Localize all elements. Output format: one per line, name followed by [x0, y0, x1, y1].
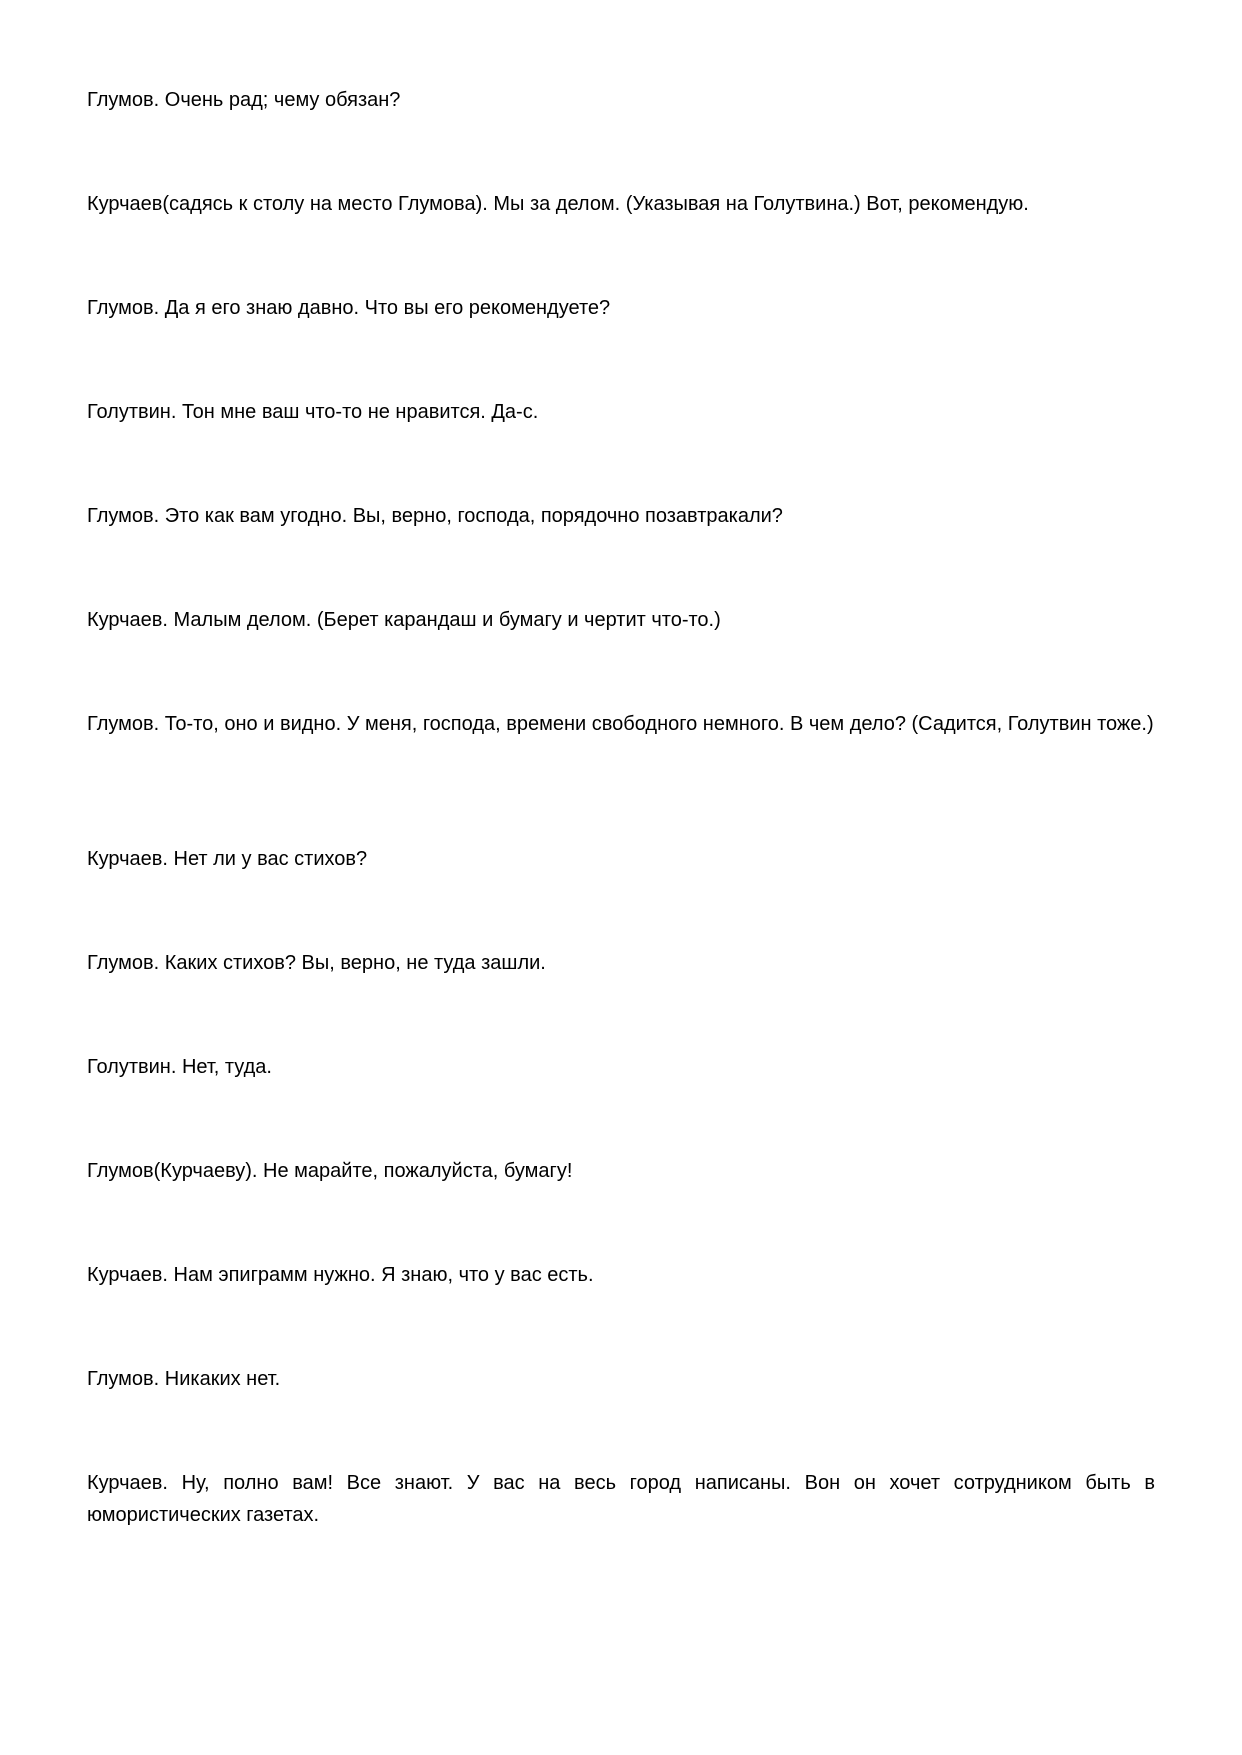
- dialogue-line-9: Глумов. Каких стихов? Вы, верно, не туда зашли.: [87, 952, 546, 974]
- dialogue-line-14: Курчаев. Ну, полно вам! Все знают. У вас на весь город написаны. Вон он хочет сотрудником быть в юмористических газетах.: [87, 1472, 1155, 1526]
- dialogue-line-5: Глумов. Это как вам угодно. Вы, верно, господа, порядочно позавтракали?: [87, 505, 783, 527]
- dialogue-line-8: Курчаев. Нет ли у вас стихов?: [87, 848, 368, 870]
- dialogue-line-11: Глумов(Курчаеву). Не марайте, пожалуйста, бумагу!: [87, 1160, 573, 1182]
- dialogue-line-3: Глумов. Да я его знаю давно. Что вы его рекомендуете?: [87, 297, 611, 319]
- dialogue-line-2: Курчаев(садясь к столу на место Глумова). Мы за делом. (Указывая на Голутвина.) Вот, рекомендую.: [87, 193, 1029, 215]
- dialogue-line-10: Голутвин. Нет, туда.: [87, 1056, 272, 1078]
- dialogue-line-7: Глумов. То-то, оно и видно. У меня, господа, времени свободного немного. В чем дело? (Садится, Голутвин тоже.): [87, 713, 1154, 735]
- dialogue-line-13: Глумов. Никаких нет.: [87, 1368, 281, 1390]
- dialogue-line-6: Курчаев. Малым делом. (Берет карандаш и бумагу и чертит что-то.): [87, 609, 721, 631]
- dialogue-line-4: Голутвин. Тон мне ваш что-то не нравится. Да-с.: [87, 401, 539, 423]
- dialogue-line-12: Курчаев. Нам эпиграмм нужно. Я знаю, что у вас есть.: [87, 1264, 594, 1286]
- dialogue-line-1: Глумов. Очень рад; чему обязан?: [87, 89, 401, 111]
